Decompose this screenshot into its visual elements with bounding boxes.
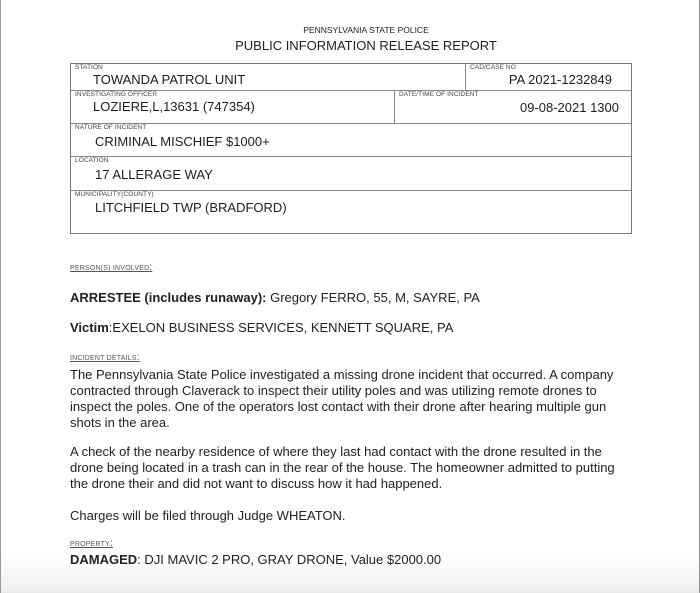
- station-value: TOWANDA PATROL UNIT: [93, 72, 246, 87]
- datetime-cell: [395, 91, 632, 123]
- incident-paragraph-3: Charges will be filed through Judge WHEATON.: [70, 508, 346, 523]
- victim-value: :EXELON BUSINESS SERVICES, KENNETT SQUARE, PA: [108, 320, 454, 335]
- location-label: LOCATION: [75, 157, 109, 164]
- incident-paragraph-1: The Pennsylvania State Police investigated a missing drone incident that occurred. A company contracted through Claverack to inspect their utility poles and was utilizing remote drones to inspect the poles. One of the operators lost contact with their drone after hearing multiple gun shots in the area.: [70, 367, 614, 430]
- property-section-label: PROPERTY:: [70, 538, 113, 549]
- agency-name: PENNSYLVANIA STATE POLICE: [303, 25, 429, 35]
- case-no-label: CAD/CASE NO: [470, 64, 516, 71]
- victim-line: [70, 320, 453, 335]
- persons-section-label: PERSON(S) INVOLVED:: [70, 262, 153, 273]
- arrestee-label: ARRESTEE (includes runaway):: [70, 290, 267, 305]
- damaged-label: DAMAGED: [70, 552, 138, 567]
- datetime-label: DATE/TIME OF INCIDENT: [399, 91, 479, 98]
- case-no-cell: [466, 64, 632, 90]
- nature-label: NATURE OF INCIDENT: [75, 124, 147, 131]
- location-value: 17 ALLERAGE WAY: [95, 167, 213, 182]
- incident-paragraph-2: A check of the nearby residence of where they last had contact with the drone resulted in the drone being located in a trash can in the rear of the house. The homeowner admitted to putting the drone their and did not want to discuss how it had happened.: [70, 444, 615, 491]
- municipality-label: MUNICIPALITY(COUNTY): [75, 191, 154, 198]
- officer-cell: [71, 91, 394, 123]
- damaged-value: : DJI MAVIC 2 PRO, GRAY DRONE, Value $2000.00: [137, 552, 442, 567]
- municipality-value: LITCHFIELD TWP (BRADFORD): [95, 200, 287, 215]
- arrestee-value: Gregory FERRO, 55, M, SAYRE, PA: [266, 290, 480, 305]
- arrestee-line: [70, 290, 480, 305]
- incident-form: [70, 63, 632, 234]
- officer-value: LOZIERE,L,13631 (747354): [93, 99, 255, 114]
- nature-value: CRIMINAL MISCHIEF $1000+: [95, 134, 270, 149]
- station-label: STATION: [75, 64, 103, 71]
- damaged-property-line: [70, 552, 441, 567]
- datetime-value: 09-08-2021 1300: [519, 100, 619, 115]
- incident-section-label: INCIDENT DETAILS:: [70, 352, 140, 363]
- location-cell: [71, 157, 632, 190]
- case-no-value: PA 2021-1232849: [508, 72, 612, 87]
- victim-label: Victim: [70, 320, 109, 335]
- officer-label: INVESTIGATING OFFICER: [75, 91, 158, 98]
- report-title: PUBLIC INFORMATION RELEASE REPORT: [235, 38, 497, 53]
- nature-cell: [71, 124, 632, 156]
- municipality-cell: [71, 191, 632, 234]
- station-cell: [71, 64, 465, 90]
